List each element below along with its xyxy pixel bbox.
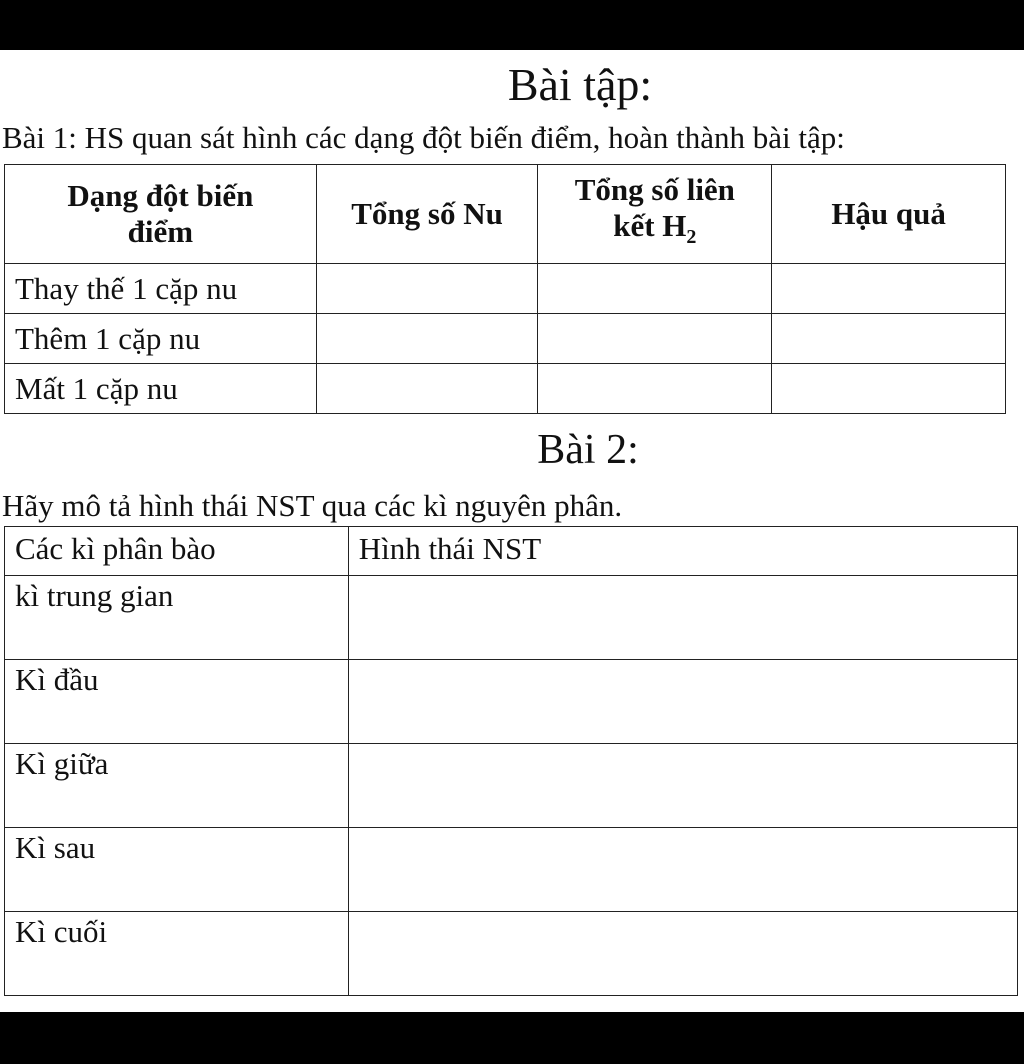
phase-cell: kì trung gian <box>5 576 349 660</box>
table-row <box>5 828 1018 912</box>
answer-cell[interactable] <box>348 828 1017 912</box>
header-morphology: Hình thái NST <box>348 527 1017 576</box>
exercise2-header-row <box>5 527 1018 576</box>
table-row <box>5 744 1018 828</box>
phase-cell: Kì cuối <box>5 912 349 996</box>
answer-cell[interactable] <box>538 264 772 314</box>
exercise2-instruction: Hãy mô tả hình thái NST qua các kì nguyên phân. <box>2 488 623 523</box>
answer-cell[interactable] <box>772 364 1006 414</box>
exercise2-title: Bài 2: <box>537 427 639 473</box>
table-row <box>5 576 1018 660</box>
phase-cell: Kì đầu <box>5 660 349 744</box>
mutation-type-cell: Thêm 1 cặp nu <box>5 314 317 364</box>
exercise2-table <box>4 526 1018 996</box>
answer-cell[interactable] <box>348 660 1017 744</box>
worksheet-page <box>0 50 1024 1012</box>
mutation-type-cell: Mất 1 cặp nu <box>5 364 317 414</box>
exercise1-instruction: Bài 1: HS quan sát hình các dạng đột biến điểm, hoàn thành bài tập: <box>2 120 845 155</box>
header-mutation-type: Dạng đột biến điểm <box>5 165 317 264</box>
table-row <box>5 264 1006 314</box>
answer-cell[interactable] <box>348 912 1017 996</box>
mutation-type-cell: Thay thế 1 cặp nu <box>5 264 317 314</box>
header-total-nu: Tổng số Nu <box>316 165 538 264</box>
header-consequence: Hậu quả <box>772 165 1006 264</box>
phase-cell: Kì sau <box>5 828 349 912</box>
table-row <box>5 314 1006 364</box>
table-row <box>5 912 1018 996</box>
answer-cell[interactable] <box>772 314 1006 364</box>
table-row <box>5 660 1018 744</box>
answer-cell[interactable] <box>348 744 1017 828</box>
page-title: Bài tập: <box>507 59 653 110</box>
answer-cell[interactable] <box>316 264 538 314</box>
header-phase: Các kì phân bào <box>5 527 349 576</box>
answer-cell[interactable] <box>538 364 772 414</box>
answer-cell[interactable] <box>316 314 538 364</box>
table-row <box>5 364 1006 414</box>
answer-cell[interactable] <box>316 364 538 414</box>
answer-cell[interactable] <box>538 314 772 364</box>
answer-cell[interactable] <box>772 264 1006 314</box>
header-total-h-bonds: Tổng số liên kết $H_2$ <box>538 165 772 264</box>
answer-cell[interactable] <box>348 576 1017 660</box>
phase-cell: Kì giữa <box>5 744 349 828</box>
exercise1-table <box>4 164 1006 414</box>
exercise1-header-row <box>5 165 1006 264</box>
